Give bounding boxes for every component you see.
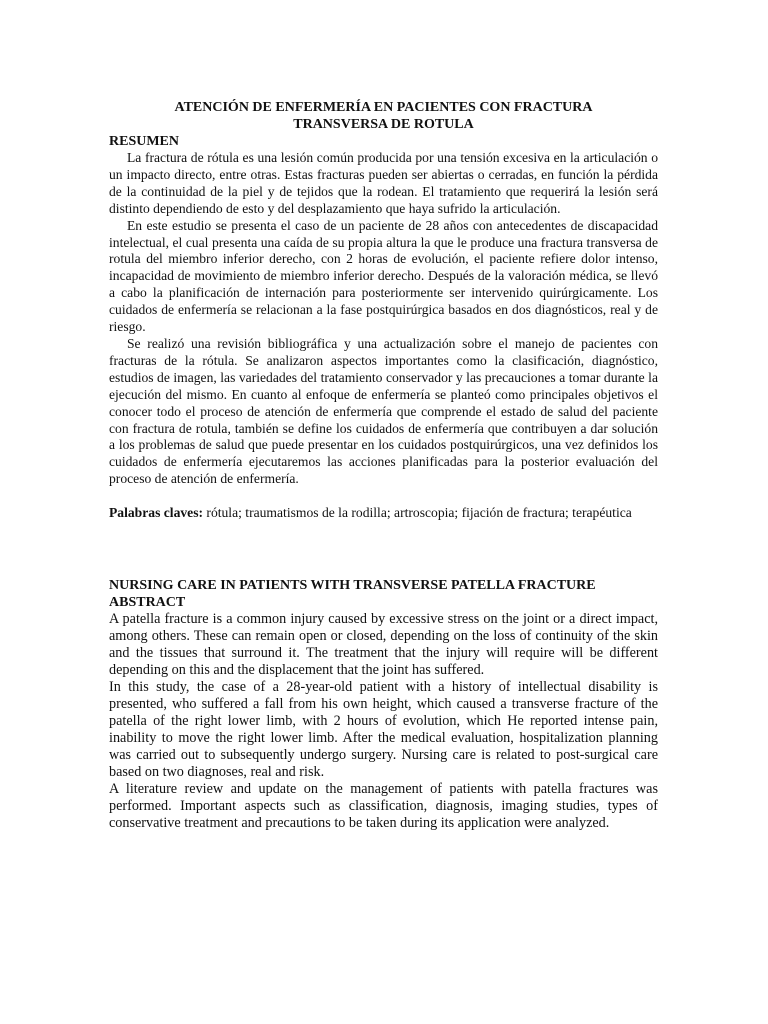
spanish-title	[109, 99, 658, 133]
resumen-paragraph-1: La fractura de rótula es una lesión común producida por una tensión excesiva en la articulación o un impacto directo, entre otras. Estas fracturas pueden ser abiertas o cerradas, en función la pérdida de la continuidad de la piel y de tejidos que la rodean. El tratamiento que requerirá la lesión será distinto dependiendo de esto y del desplazamiento que haya sufrido la articulación.	[109, 150, 658, 216]
section-spacer	[109, 521, 658, 577]
resumen-paragraph-2: En este estudio se presenta el caso de un paciente de 28 años con antecedentes de discapacidad intelectual, el cual presenta una caída de su propia altura la que le produce una fractura transversa de rotula del miembro inferior derecho, con 2 horas de evolución, el paciente refiere dolor intenso, incapacidad de movimiento de miembro inferior derecho. Después de la valoración médica, se llevó a cabo la planificación de internación para posteriormente ser intervenido quirúrgicamente. Los cuidados de enfermería se relacionan a la fase postquirúrgica basados en dos diagnósticos, real y de riesgo.	[109, 217, 658, 335]
abstract-paragraph-3: A literature review and update on the management of patients with patella fractures was performed. Important aspects such as classification, diagnosis, imaging studies, types of conservative treatment and precautions to be taken during its application were analyzed.	[109, 781, 658, 832]
resumen-heading: RESUMEN	[109, 134, 180, 149]
spanish-title-line-1: ATENCIÓN DE ENFERMERÍA EN PACIENTES CON FRACTURA	[174, 100, 593, 115]
keywords-paragraph	[109, 504, 658, 521]
keywords-label: Palabras claves:	[109, 505, 204, 521]
resumen-paragraph-3: Se realizó una revisión bibliográfica y una actualización sobre el manejo de pacientes con fracturas de la rótula. Se analizaron aspectos importantes como la clasificación, diagnóstico, estudios de imagen, las variedades del tratamiento conservador y las precauciones a tomar durante la ejecución del mismo. En cuanto al enfoque de enfermería se planteó como principales objetivos el conocer todo el proceso de atención de enfermería que comprende el estado de salud del paciente con fractura de rotula, también se define los cuidados de enfermería que contribuyen a dar solución a los problemas de salud que puede presentar en los cuidados postquirúrgicos, una vez definidos los cuidados de enfermería ejecutaremos las acciones planificadas para la posterior evaluación del proceso de atención de enfermería.	[109, 335, 658, 487]
english-title: NURSING CARE IN PATIENTS WITH TRANSVERSE PATELLA FRACTURE	[109, 578, 596, 594]
keywords-text: rótula; traumatismos de la rodilla; artroscopia; fijación de fractura; terapéutica	[203, 505, 632, 521]
document-page	[109, 99, 658, 832]
spanish-title-line-2: TRANSVERSA DE ROTULA	[293, 117, 474, 132]
abstract-heading: ABSTRACT	[109, 595, 186, 611]
abstract-paragraph-2: In this study, the case of a 28-year-old patient with a history of intellectual disability is presented, who suffered a fall from his own height, which caused a transverse fracture of the patella of the right lower limb, with 2 hours of evolution, which He reported intense pain, inability to move the right lower limb. After the medical evaluation, hospitalization planning was carried out to subsequently undergo surgery. Nursing care is related to post-surgical care based on two diagnoses, real and risk.	[109, 679, 658, 781]
abstract-paragraph-1: A patella fracture is a common injury caused by excessive stress on the joint or a direct impact, among others. These can remain open or closed, depending on the loss of continuity of the skin and the tissues that surround it. The treatment that the injury will require will be different depending on this and the displacement that the joint has suffered.	[109, 611, 658, 679]
